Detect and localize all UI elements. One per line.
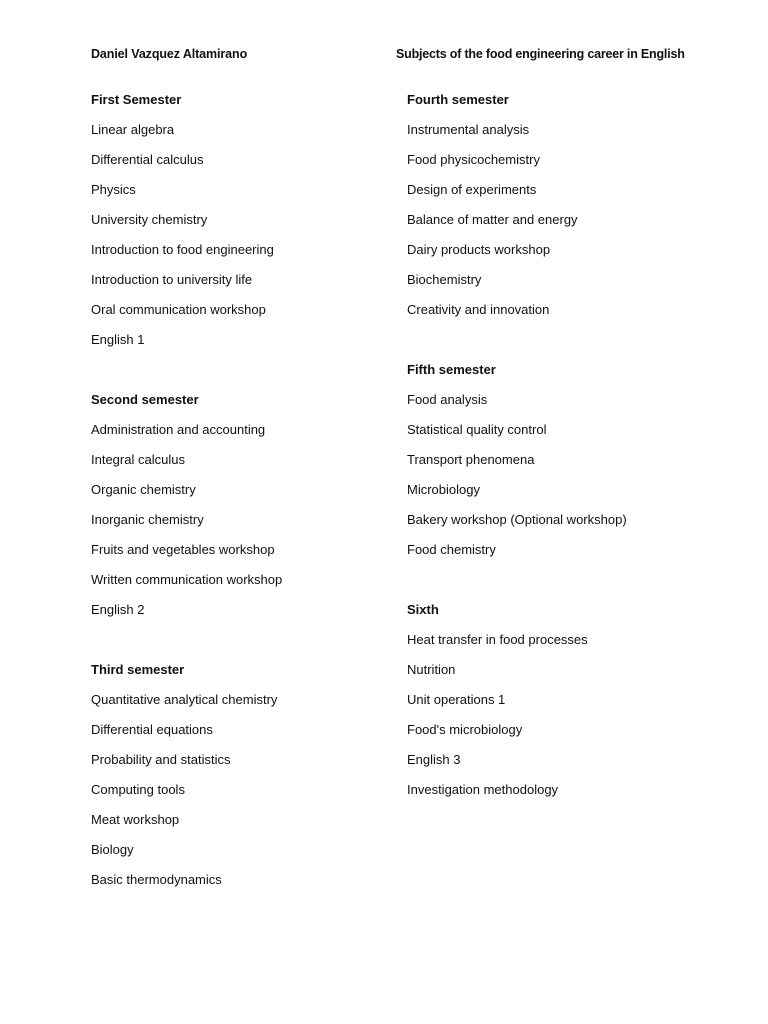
section-spacer (91, 360, 282, 390)
subject-item: Food analysis (407, 392, 488, 407)
document-title: Subjects of the food engineering career in English (396, 47, 685, 61)
subject-item: Statistical quality control (407, 422, 547, 437)
right-column (407, 90, 627, 810)
subject-item: Design of experiments (407, 182, 537, 197)
subject-item: Creativity and innovation (407, 302, 550, 317)
subject-item: Investigation methodology (407, 782, 559, 797)
section-spacer (91, 630, 282, 660)
subject-item: Organic chemistry (91, 482, 196, 497)
subject-item: Quantitative analytical chemistry (91, 692, 278, 707)
semester-heading: Second semester (91, 392, 199, 407)
subject-item: Balance of matter and energy (407, 212, 578, 227)
subject-item: Nutrition (407, 662, 456, 677)
subject-item: Meat workshop (91, 812, 180, 827)
subject-item: Introduction to university life (91, 272, 253, 287)
subject-item: Introduction to food engineering (91, 242, 274, 257)
subject-item: Food chemistry (407, 542, 496, 557)
semester-section-first (91, 90, 282, 360)
subject-item: Differential calculus (91, 152, 204, 167)
author-name: Daniel Vazquez Altamirano (91, 47, 248, 61)
subject-item: Fruits and vegetables workshop (91, 542, 275, 557)
subject-item: Integral calculus (91, 452, 185, 467)
subject-item: Food physicochemistry (407, 152, 540, 167)
section-spacer (407, 330, 627, 360)
semester-section-sixth (407, 600, 627, 810)
subject-item: Microbiology (407, 482, 480, 497)
subject-item: Probability and statistics (91, 752, 231, 767)
subject-item: Written communication workshop (91, 572, 283, 587)
subject-item: Physics (91, 182, 136, 197)
subject-item: Administration and accounting (91, 422, 266, 437)
subject-item: English 3 (407, 752, 461, 767)
semester-heading: Fourth semester (407, 92, 509, 107)
subject-item: English 2 (91, 602, 145, 617)
subject-item: English 1 (91, 332, 145, 347)
semester-heading: Third semester (91, 662, 185, 677)
subject-item: Oral communication workshop (91, 302, 266, 317)
subject-item: Instrumental analysis (407, 122, 530, 137)
semester-heading: Fifth semester (407, 362, 496, 377)
subject-item: Biochemistry (407, 272, 482, 287)
semester-section-second (91, 390, 282, 630)
subject-item: Biology (91, 842, 134, 857)
subject-item: Transport phenomena (407, 452, 535, 467)
semester-section-fifth (407, 360, 627, 570)
subject-item: Unit operations 1 (407, 692, 506, 707)
subject-item: Dairy products workshop (407, 242, 551, 257)
subject-item: Heat transfer in food processes (407, 632, 588, 647)
subject-item: Food's microbiology (407, 722, 523, 737)
subject-item: Bakery workshop (Optional workshop) (407, 512, 627, 527)
semester-heading: First Semester (91, 92, 182, 107)
left-column (91, 90, 282, 900)
subject-item: Inorganic chemistry (91, 512, 204, 527)
semester-section-fourth (407, 90, 627, 330)
subject-item: Basic thermodynamics (91, 872, 222, 887)
subject-item: University chemistry (91, 212, 208, 227)
subject-item: Linear algebra (91, 122, 175, 137)
subject-item: Differential equations (91, 722, 213, 737)
semester-heading: Sixth (407, 602, 439, 617)
subject-item: Computing tools (91, 782, 185, 797)
section-spacer (407, 570, 627, 600)
semester-section-third (91, 660, 282, 900)
